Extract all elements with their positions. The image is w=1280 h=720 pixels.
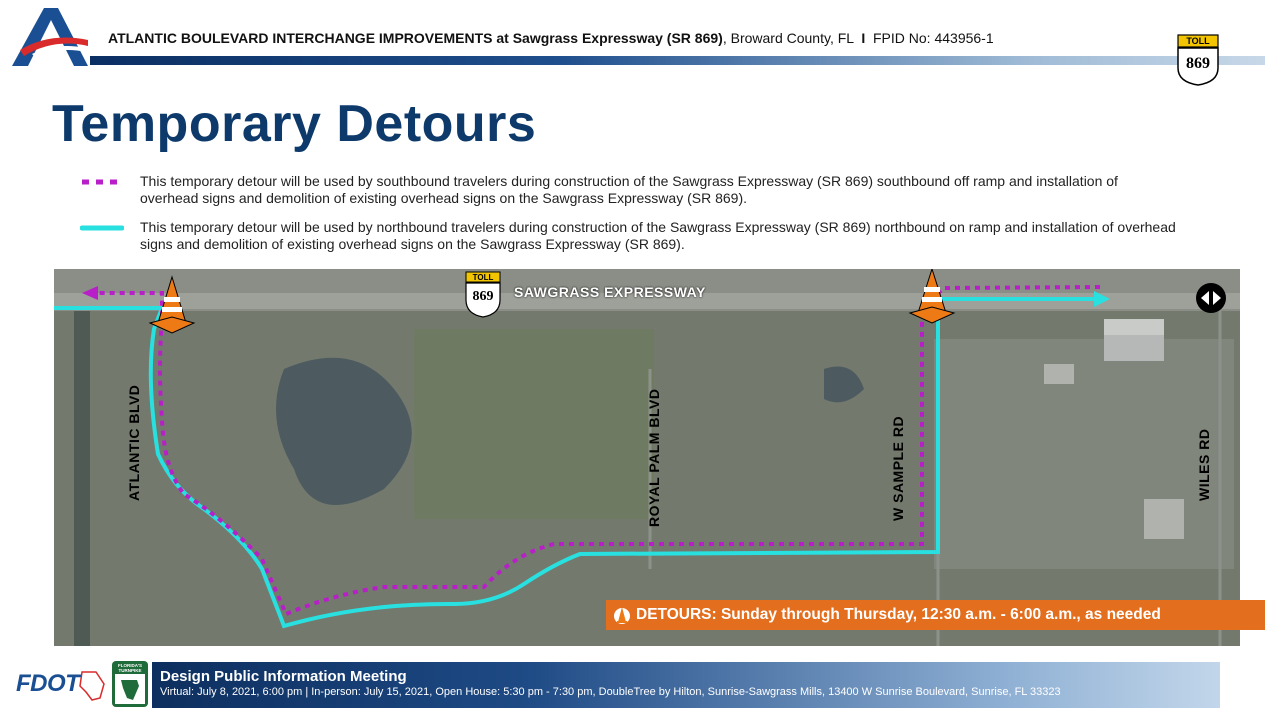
header-title [108,30,994,46]
legend-northbound-text: This temporary detour will be used by northbound travelers during construction of the Sawgrass Expressway (SR 869) northbound on ramp and installation of overhead signs and demolition of existing overhead signs on the Sawgrass Expressway (SR 869). [140,219,1176,252]
florida-turnpike-logo [111,660,149,708]
map-shield-toll-label: TOLL [472,273,494,282]
fpid-number: FPID No: 443956-1 [873,30,994,46]
fdot-logo-text: FDOT [16,670,80,697]
footer-title: Design Public Information Meeting [160,668,407,685]
atlantic-blvd-label: ATLANTIC BLVD [126,384,142,501]
footer-details: Virtual: July 8, 2021, 6:00 pm | In-person: July 15, 2021, Open House: 5:30 pm - 7:30 pm, DoubleTree by Hilton, Sunrise-Sawgrass Mills, 13400 W Sunrise Boulevard, Sunrise, FL 33323 [160,686,1061,698]
shield-number: 869 [1186,55,1210,72]
north-arrow-icon [1195,282,1227,314]
page-title: Temporary Detours [52,95,537,153]
traffic-cone-icon [614,604,630,626]
detour-schedule-text: DETOURS: Sunday through Thursday, 12:30 a.m. - 6:00 a.m., as needed [636,606,1161,623]
w-sample-rd-label: W SAMPLE RD [890,415,906,521]
map-shield-number: 869 [472,289,494,304]
shield-toll-label: TOLL [1186,36,1210,46]
dotted-line-swatch-icon [80,179,124,185]
project-name: ATLANTIC BOULEVARD INTERCHANGE IMPROVEMENTS at Sawgrass Expressway (SR 869) [108,30,723,46]
sawgrass-expressway-label: SAWGRASS EXPRESSWAY [514,284,706,300]
solid-line-swatch-icon [80,225,124,231]
header-separator: I [861,30,866,46]
detour-schedule-banner [606,600,1265,630]
turnpike-label: FLORIDA'S TURNPIKE [117,663,143,673]
fdot-a-logo [10,6,90,68]
legend-southbound-text: This temporary detour will be used by southbound travelers during construction of the Sawgrass Expressway (SR 869) southbound off ramp and installation of overhead signs and demolition of existing overhead signs on the Sawgrass Expressway (SR 869). [140,173,1118,206]
toll-869-shield-icon [1175,34,1221,86]
project-location: , Broward County, FL [722,30,854,46]
header-bar [90,56,1265,65]
royal-palm-blvd-label: ROYAL PALM BLVD [646,388,662,527]
detour-map [54,269,1240,646]
wiles-rd-label: WILES RD [1196,428,1212,501]
